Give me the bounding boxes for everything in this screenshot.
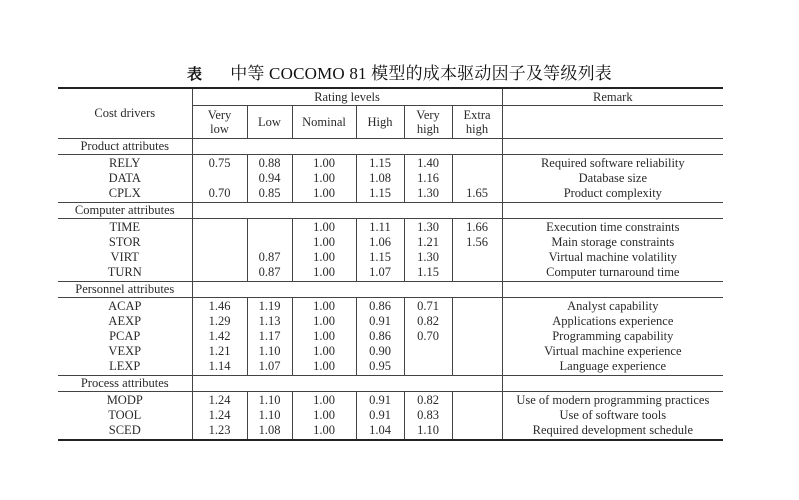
driver-name: TOOL xyxy=(108,408,142,422)
driver-name: PCAP xyxy=(109,329,141,343)
table-row: VIRT 0.87 1.00 1.15 1.30 Virtual machine volatility xyxy=(58,250,723,265)
header-row-1 xyxy=(58,88,723,106)
group-label: Computer attributes xyxy=(58,203,192,219)
table-row: CPLX 0.70 0.85 1.00 1.15 1.30 1.65 Product complexity xyxy=(58,186,723,203)
table-row: TIME 1.00 1.11 1.30 1.66 Execution time constraints xyxy=(58,219,723,236)
rating-levels-header: Rating levels xyxy=(192,88,502,106)
remark-cell: Computer turnaround time xyxy=(502,265,723,282)
group-row-computer xyxy=(58,203,723,219)
table-row: SCED 1.23 1.08 1.00 1.04 1.10 Required development schedule xyxy=(58,423,723,440)
driver-name: TIME xyxy=(109,220,141,234)
level-extra-high-header: Extra high xyxy=(452,106,502,139)
driver-name: AEXP xyxy=(108,314,142,328)
table-caption xyxy=(0,59,799,84)
table-row: PCAP 1.42 1.17 1.00 0.86 0.70 Programming capability xyxy=(58,329,723,344)
driver-name: VIRT xyxy=(110,250,139,264)
driver-name: CPLX xyxy=(58,186,192,203)
driver-name: VEXP xyxy=(108,344,142,358)
remark-cell: Virtual machine volatility xyxy=(502,250,723,265)
table-row: VEXP 1.21 1.10 1.00 0.90 Virtual machine experience xyxy=(58,344,723,359)
caption-label: 表 xyxy=(187,65,203,83)
level-very-low-header: Very low xyxy=(192,106,247,139)
cocomo-cost-driver-table xyxy=(58,87,723,441)
driver-name: STOR xyxy=(108,235,141,249)
table-row: LEXP 1.14 1.07 1.00 0.95 Language experience xyxy=(58,359,723,376)
driver-name: DATA xyxy=(108,171,141,185)
group-row-process xyxy=(58,376,723,392)
group-row-personnel xyxy=(58,282,723,298)
group-label: Product attributes xyxy=(58,139,192,155)
table-row: MODP 1.24 1.10 1.00 0.91 0.82 Use of modern programming practices xyxy=(58,392,723,409)
driver-name: SCED xyxy=(58,423,192,440)
remark-cell: Main storage constraints xyxy=(502,235,723,250)
driver-name: RELY xyxy=(109,156,141,170)
group-label: Personnel attributes xyxy=(58,282,192,298)
remark-header: Remark xyxy=(502,88,723,106)
remark-cell: Product complexity xyxy=(502,186,723,203)
level-high-header: High xyxy=(356,106,404,139)
driver-name: ACAP xyxy=(108,299,142,313)
remark-cell: Applications experience xyxy=(502,314,723,329)
remark-cell: Execution time constraints xyxy=(502,219,723,236)
remark-cell: Language experience xyxy=(502,359,723,376)
remark-cell: Required development schedule xyxy=(502,423,723,440)
table-row: ACAP 1.46 1.19 1.00 0.86 0.71 Analyst capability xyxy=(58,298,723,315)
table-row: STOR 1.00 1.06 1.21 1.56 Main storage constraints xyxy=(58,235,723,250)
group-row-product xyxy=(58,139,723,155)
driver-name: TURN xyxy=(58,265,192,282)
remark-cell: Virtual machine experience xyxy=(502,344,723,359)
table-row: RELY 0.75 0.88 1.00 1.15 1.40 Required software reliability xyxy=(58,155,723,172)
level-low-header: Low xyxy=(247,106,292,139)
table-row: TOOL 1.24 1.10 1.00 0.91 0.83 Use of software tools xyxy=(58,408,723,423)
remark-cell: Use of modern programming practices xyxy=(502,392,723,409)
remark-cell: Programming capability xyxy=(502,329,723,344)
level-nominal-header: Nominal xyxy=(292,106,356,139)
table-row: DATA 0.94 1.00 1.08 1.16 Database size xyxy=(58,171,723,186)
remark-cell: Database size xyxy=(502,171,723,186)
remark-cell: Analyst capability xyxy=(502,298,723,315)
driver-name: LEXP xyxy=(58,359,192,376)
caption-title: 中等 COCOMO 81 模型的成本驱动因子及等级列表 xyxy=(230,64,612,83)
group-label: Process attributes xyxy=(58,376,192,392)
remark-cell: Required software reliability xyxy=(502,155,723,172)
table-row: AEXP 1.29 1.13 1.00 0.91 0.82 Applications experience xyxy=(58,314,723,329)
table-row: TURN 0.87 1.00 1.07 1.15 Computer turnaround time xyxy=(58,265,723,282)
driver-name: MODP xyxy=(106,393,143,407)
remark-cell: Use of software tools xyxy=(502,408,723,423)
level-very-high-header: Very high xyxy=(404,106,452,139)
cost-drivers-header: Cost drivers xyxy=(58,88,192,139)
remark-subheader xyxy=(502,106,723,139)
